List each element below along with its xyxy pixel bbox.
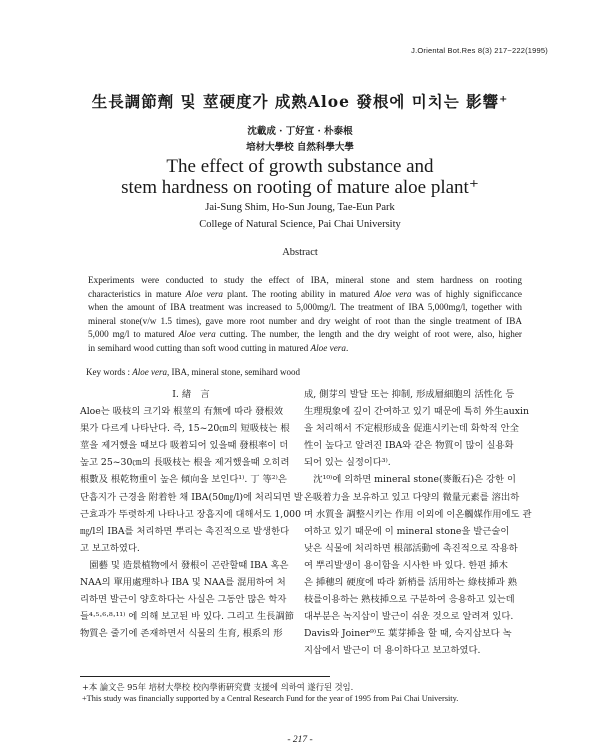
abstract-line: 5,000 mg/l to matured Aloe vera cutting. The number, the length and the dry weight of root were, also, higher <box>88 329 522 340</box>
left-column <box>80 386 302 642</box>
abstract-line: when the amount of IBA treatment was increased to 5,000mg/l. The treatment of IBA 5,000mg/l, together with <box>88 302 522 313</box>
body-line: 沈¹⁰⁾에 의하면 mineral stone(麥飯石)은 강한 이 <box>304 474 516 486</box>
body-line: 대부분은 녹지삽이 발근이 쉬운 것으로 알려져 있다. <box>304 611 514 623</box>
footnote-english: +This study was financially supported by a Central Research Fund for the year of 1995 from Pai Chai University. <box>82 694 459 703</box>
body-line: 을 처리해서 不定根形成을 促進시키는데 화학적 안全 <box>304 423 519 435</box>
page-number: - 217 - <box>287 735 313 745</box>
right-column <box>304 386 532 660</box>
body-line: ㎎/l의 IBA를 처리하면 뿌리는 촉진적으로 발생한다 <box>80 525 290 537</box>
abstract-line: characteristics in mature Aloe vera plant. The rooting ability in matured Aloe vera was of highly significcance <box>88 288 522 299</box>
korean-title: 生長調節劑 및 莖硬度가 成熟Aloe 發根에 미치는 影響⁺ <box>91 92 509 111</box>
body-line: 리하면 발근이 양호하다는 사실은 그동안 많은 학자 <box>80 594 287 606</box>
body-line: NAA의 單用處理하나 IBA 및 NAA를 混用하여 처 <box>80 577 286 589</box>
abstract-line: Experiments were conducted to study the effect of IBA, mineral stone and stem hardness on rooting <box>88 275 522 285</box>
body-line: 며 水質을 調整시키는 作用 이외에 이온觸媒作用에도 관 <box>304 508 532 520</box>
body-line: 은 揷穗의 硬度에 따라 新梢를 活用하는 綠枝揷과 熟 <box>304 577 518 589</box>
body-line: 지삽에서 발근이 더 용이하다고 보고하였다. <box>304 645 481 657</box>
footnote-korean: +本 論文은 95年 培材大學校 校內學術硏究費 支援에 의하여 遂行된 것임. <box>82 682 354 692</box>
body-line: 生理現象에 깊이 간여하고 있기 때문에 특히 外生auxin <box>304 406 529 418</box>
korean-affiliation: 培材大學校 自然科學大學 <box>246 142 354 153</box>
body-line: 여하고 있기 때문에 이 mineral stone을 발근술이 <box>304 525 510 537</box>
body-line: 莖을 제거했을 때보다 吸着되어 있을때 發根率이 더 <box>80 440 289 452</box>
body-line: Davis와 Joiner⁹⁾도 葉芽揷을 할 때, 숙지삽보다 녹 <box>304 628 512 640</box>
body-line: 여 뿌리발생이 용이함을 시사한 바 있다. 한편 揷木 <box>304 559 508 571</box>
body-line: 온吸着力을 보유하고 있고 다양의 微量元素를 溶出하 <box>304 491 520 503</box>
keywords: Key words : Aloe vera, IBA, mineral stone, semihard wood <box>86 367 300 377</box>
abstract-line: in semihard wood cutting than soft wood cutting in matured Aloe vera. <box>88 342 349 353</box>
english-title-line-1: The effect of growth substance and <box>166 156 434 177</box>
body-line: 物質은 줄기에 존재하면서 식물의 生育, 根系의 形 <box>80 628 283 640</box>
body-line: 園藝 및 造景植物에서 發根이 곤란할때 IBA 혹은 <box>80 559 289 571</box>
section-heading: Ⅰ. 緖 言 <box>172 389 210 400</box>
body-line: 근효과가 뚜렷하게 나타나고 장흡지에 대해서도 1,000 <box>80 508 302 520</box>
english-affiliation: College of Natural Science, Pai Chai University <box>199 219 401 230</box>
body-line: 낮은 식물에 처리하면 根部活動에 촉진적으로 작용하 <box>304 542 518 554</box>
body-line: 性이 높다고 알려진 IBA와 같은 物質이 많이 실용화 <box>304 440 514 452</box>
abstract-line: mineral stone(v/w 1.5 times), gave more root number and dry weight of root than the single treatment of IBA <box>88 315 522 326</box>
body-line: 枝를이용하는 熟枝揷으로 구분하여 응용하고 있는데 <box>304 594 515 606</box>
journal-reference: J.Oriental Bot.Res 8(3) 217~222(1995) <box>411 46 548 55</box>
footnote-divider <box>80 676 330 677</box>
body-line: 根數及 根乾物重이 높은 傾向을 보인다¹⁾. 丁 等²⁾은 <box>80 474 287 486</box>
body-line: Aloe는 吸枝의 크기와 根莖의 有無에 따라 發根效 <box>80 406 284 418</box>
body-line: 成, 側芽의 발달 또는 抑制, 形成層細胞의 活性化 등 <box>304 389 515 400</box>
english-title-line-2: stem hardness on rooting of mature aloe plant⁺ <box>121 177 479 198</box>
body-line: 높고 25~30㎝의 長吸枝는 根을 제거했을때 오히려 <box>80 457 290 469</box>
body-line: 果가 다르게 나타난다. 즉, 15~20㎝의 短吸枝는 根 <box>80 423 290 435</box>
korean-authors: 沈載成 · 丁好宣 · 朴泰根 <box>247 126 353 137</box>
body-line: 고 보고하였다. <box>80 542 140 554</box>
english-authors: Jai-Sung Shim, Ho-Sun Joung, Tae-Eun Park <box>205 202 395 213</box>
body-line: 들⁴·⁵·⁶·⁸·¹¹⁾ 에 의해 보고된 바 있다. 그리고 生長調節 <box>80 611 295 623</box>
english-title <box>0 156 600 198</box>
abstract-heading: Abstract <box>282 247 318 258</box>
abstract-body <box>88 274 522 356</box>
body-line: 되어 있는 실정이다³⁾. <box>304 457 391 469</box>
body-line: 단흡지가 근경을 附着한 채 IBA(50㎎/l)에 처리되면 발 <box>80 491 303 503</box>
